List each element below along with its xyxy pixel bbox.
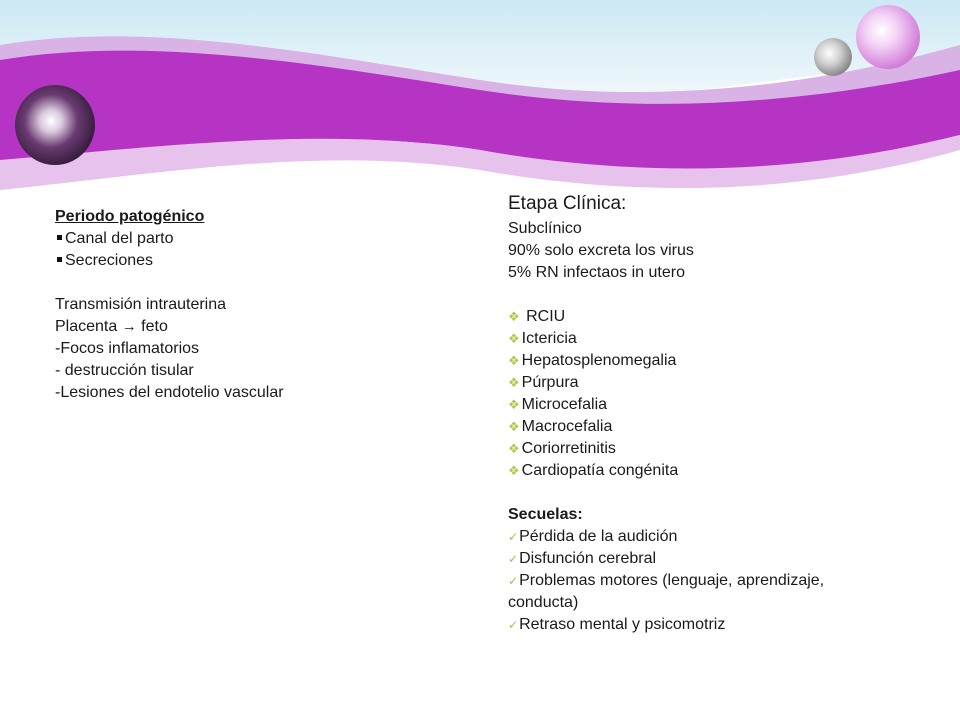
transmission-title: Transmisión intrauterina [55, 296, 227, 313]
checkmark-bullet-icon: ✓ [508, 530, 519, 544]
list-item: ❖ Púrpura [508, 374, 579, 391]
list-item: ❖ Cardiopatía congénita [508, 462, 679, 479]
square-bullet-icon [57, 257, 62, 262]
diamond-bullet-icon: ❖ [508, 419, 520, 434]
diamond-bullet-icon: ❖ [508, 353, 520, 368]
diamond-bullet-icon: ❖ [508, 309, 520, 324]
diamond-bullet-icon: ❖ [508, 441, 520, 456]
list-item: ❖ Ictericia [508, 330, 577, 347]
text-line: Subclínico [508, 220, 582, 237]
text-line: 90% solo excreta los virus [508, 242, 694, 259]
text-line: - destrucción tisular [55, 362, 194, 379]
clinical-stage-section [508, 192, 824, 636]
list-item: ✓Problemas motores (lenguaje, aprendizaje, [508, 572, 825, 589]
text-line: 5% RN infectaos in utero [508, 264, 685, 281]
list-item: ✓Retraso mental y psicomotriz [508, 616, 726, 633]
text-line: -Lesiones del endotelio vascular [55, 384, 284, 401]
pathogenic-period-section [55, 206, 284, 404]
checkmark-bullet-icon: ✓ [508, 618, 519, 632]
list-item-continuation: conducta) [508, 594, 579, 611]
clinical-stage-title: Etapa Clínica: [508, 193, 627, 214]
right-arrow-icon: → [121, 318, 137, 335]
list-item: Canal del parto [55, 228, 284, 250]
list-item: ❖ Hepatosplenomegalia [508, 352, 677, 369]
diamond-bullet-icon: ❖ [508, 331, 520, 346]
text-line: -Focos inflamatorios [55, 340, 200, 357]
square-bullet-icon [57, 235, 62, 240]
diamond-bullet-icon: ❖ [508, 463, 520, 478]
list-item: ❖ Coriorretinitis [508, 440, 616, 457]
diamond-bullet-icon: ❖ [508, 375, 520, 390]
diamond-bullet-icon: ❖ [508, 397, 520, 412]
list-item: ❖ Microcefalia [508, 396, 608, 413]
list-item: ✓Pérdida de la audición [508, 528, 678, 545]
placenta-line: Placenta → feto [55, 318, 168, 335]
list-item: ❖ Macrocefalia [508, 418, 613, 435]
list-item: Secreciones [55, 250, 284, 272]
pathogenic-period-heading: Periodo patogénico [55, 208, 205, 225]
list-item: ❖ RCIU [508, 308, 566, 325]
header-banner [0, 0, 960, 200]
list-item: ✓Disfunción cerebral [508, 550, 657, 567]
checkmark-bullet-icon: ✓ [508, 552, 519, 566]
checkmark-bullet-icon: ✓ [508, 574, 519, 588]
sequelae-heading: Secuelas: [508, 506, 583, 523]
